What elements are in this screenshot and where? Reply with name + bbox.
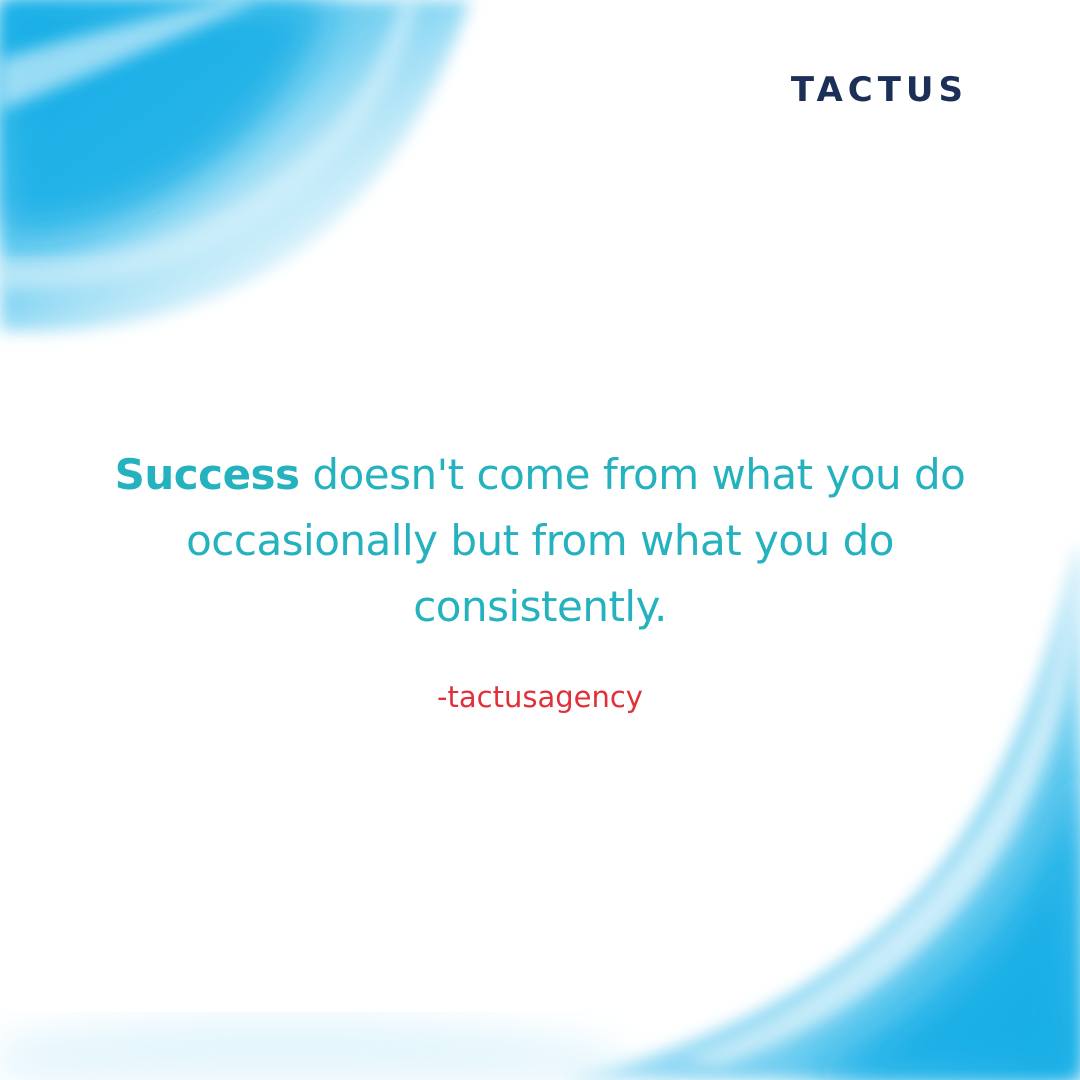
quote-emphasis: Success	[114, 450, 300, 499]
quote-body: doesn't come from what you do occasionally but from what you do consistently.	[186, 450, 966, 631]
brand-logo: TACTUS	[790, 70, 968, 110]
top-left-wave	[0, 0, 470, 331]
quote-attribution: -tactusagency	[437, 680, 643, 714]
quote-text	[90, 442, 990, 640]
